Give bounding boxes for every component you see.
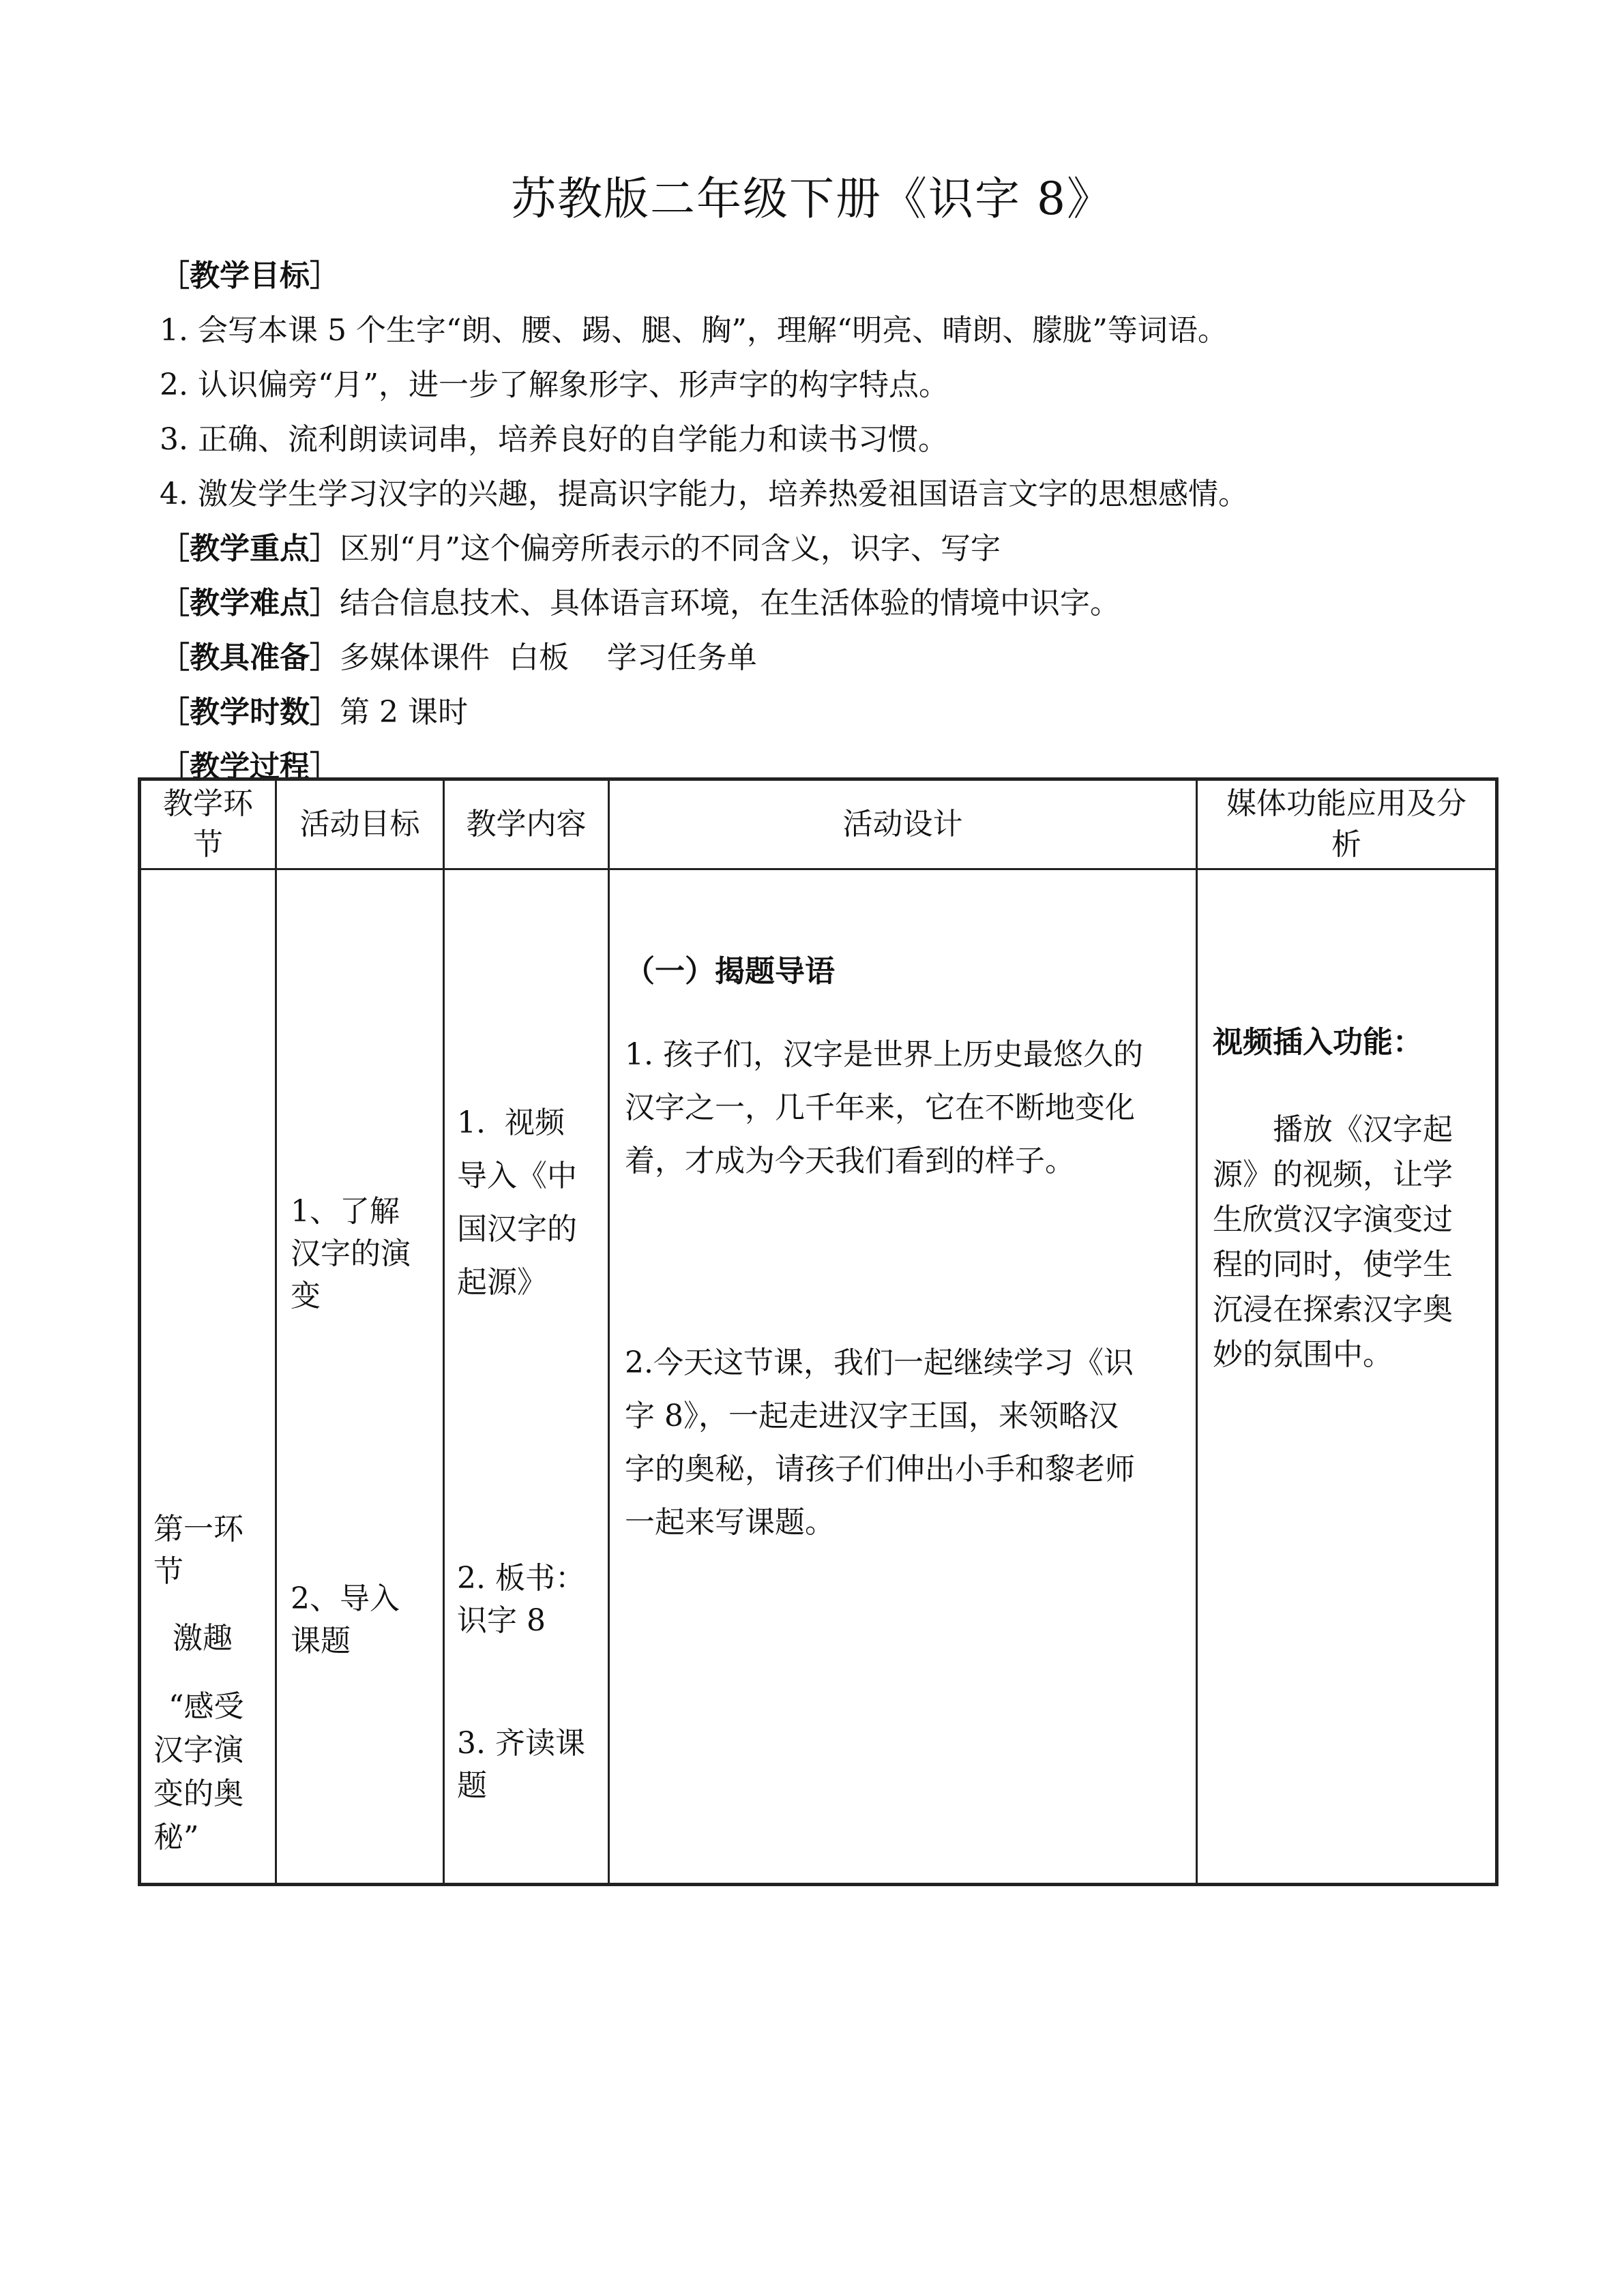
tools-text: 多媒体课件 白板 学习任务单 [340,640,757,675]
goal-text: 2、导入 [291,1581,400,1616]
design-text: 2.今天这节课，我们一起继续学习《识 [625,1345,1134,1380]
page-title: 苏教版二年级下册《识字 8》 [511,173,1113,225]
tools-row [160,633,757,676]
media-text: 沉浸在探索汉字奥 [1213,1292,1453,1327]
goal-cell [276,869,444,1885]
design-heading: （一）揭题导语 [625,954,835,989]
stage-text: 汉字演 [153,1733,243,1768]
content-text: 导入《中 [457,1159,577,1193]
media-cell [1197,869,1497,1885]
header-media: 媒体功能应用及分析 [1197,779,1497,869]
hours-text: 第 2 课时 [340,695,468,730]
design-text: 着，才成为今天我们看到的样子。 [625,1144,1075,1178]
goal-text: 变 [291,1279,321,1313]
media-text: 程的同时，使学生 [1213,1247,1453,1282]
goal-text: 课题 [291,1624,351,1658]
design-text: 字 8》，一起走进汉字王国，来领略汉 [625,1399,1119,1433]
content-cell [444,869,609,1885]
media-text: 妙的氛围中。 [1213,1337,1393,1372]
content-text: 国汉字的 [457,1212,577,1247]
process-heading: ［教学过程］ [160,749,340,784]
difficulties-label: ［教学难点］ [160,586,340,621]
goal-item: 2. 认识偏旁“月”，进一步了解象形字、形声字的构字特点。 [160,368,949,402]
design-cell [609,869,1197,1885]
design-text: 一起来写课题。 [625,1505,835,1540]
header-content: 教学内容 [444,779,609,869]
hours-label: ［教学时数］ [160,695,340,730]
stage-text: “感受 [168,1689,244,1724]
content-text: 1. 视频 [457,1105,565,1140]
content-text: 题 [457,1768,487,1803]
stage-text: 节 [153,1554,183,1589]
stage-text: 变的奥 [153,1776,243,1811]
stage-cell [140,869,276,1885]
media-text: 源》的视频，让学 [1213,1157,1453,1192]
hours-row [160,687,468,731]
goal-item: 4. 激发学生学习汉字的兴趣，提高识字能力，培养热爱祖国语言文字的思想感情。 [160,477,1248,511]
goal-item: 3. 正确、流利朗读词串，培养良好的自学能力和读书习惯。 [160,422,948,457]
media-heading: 视频插入功能： [1213,1025,1423,1060]
content-text: 起源》 [457,1265,547,1300]
goal-item: 1. 会写本课 5 个生字“朗、腰、踢、腿、胸”，理解“明亮、晴朗、朦胧”等词语。 [160,313,1228,348]
goal-text: 1、了解 [291,1194,400,1229]
key-points-row [160,524,1001,567]
stage-text: 秘” [153,1820,199,1855]
header-goal: 活动目标 [276,779,444,869]
table-row [140,869,1497,1885]
media-text: 播放《汉字起 [1273,1112,1453,1147]
key-points-label: ［教学重点］ [160,531,340,566]
tools-label: ［教具准备］ [160,640,340,675]
design-text: 1. 孩子们，汉字是世界上历史最悠久的 [625,1037,1143,1072]
stage-text: 激趣 [173,1621,233,1656]
content-text: 3. 齐读课 [457,1726,585,1761]
design-text: 字的奥秘，请孩子们伸出小手和黎老师 [625,1452,1135,1487]
difficulties-row [160,578,1120,622]
header-stage: 教学环节 [140,779,276,869]
media-text: 生欣赏汉字演变过 [1213,1202,1453,1237]
header-design: 活动设计 [609,779,1197,869]
difficulties-text: 结合信息技术、具体语言环境，在生活体验的情境中识字。 [340,586,1120,621]
stage-text: 第一环 [153,1512,243,1547]
design-text: 汉字之一，几千年来，它在不断地变化 [625,1090,1135,1125]
key-points-text: 区别“月”这个偏旁所表示的不同含义，识字、写字 [340,531,1001,566]
goal-text: 汉字的演 [291,1236,411,1271]
goals-heading: ［教学目标］ [160,258,340,293]
content-text: 识字 8 [457,1603,546,1638]
table-header-row [140,779,1497,869]
content-text: 2. 板书： [457,1561,585,1596]
process-table [138,777,1498,1886]
